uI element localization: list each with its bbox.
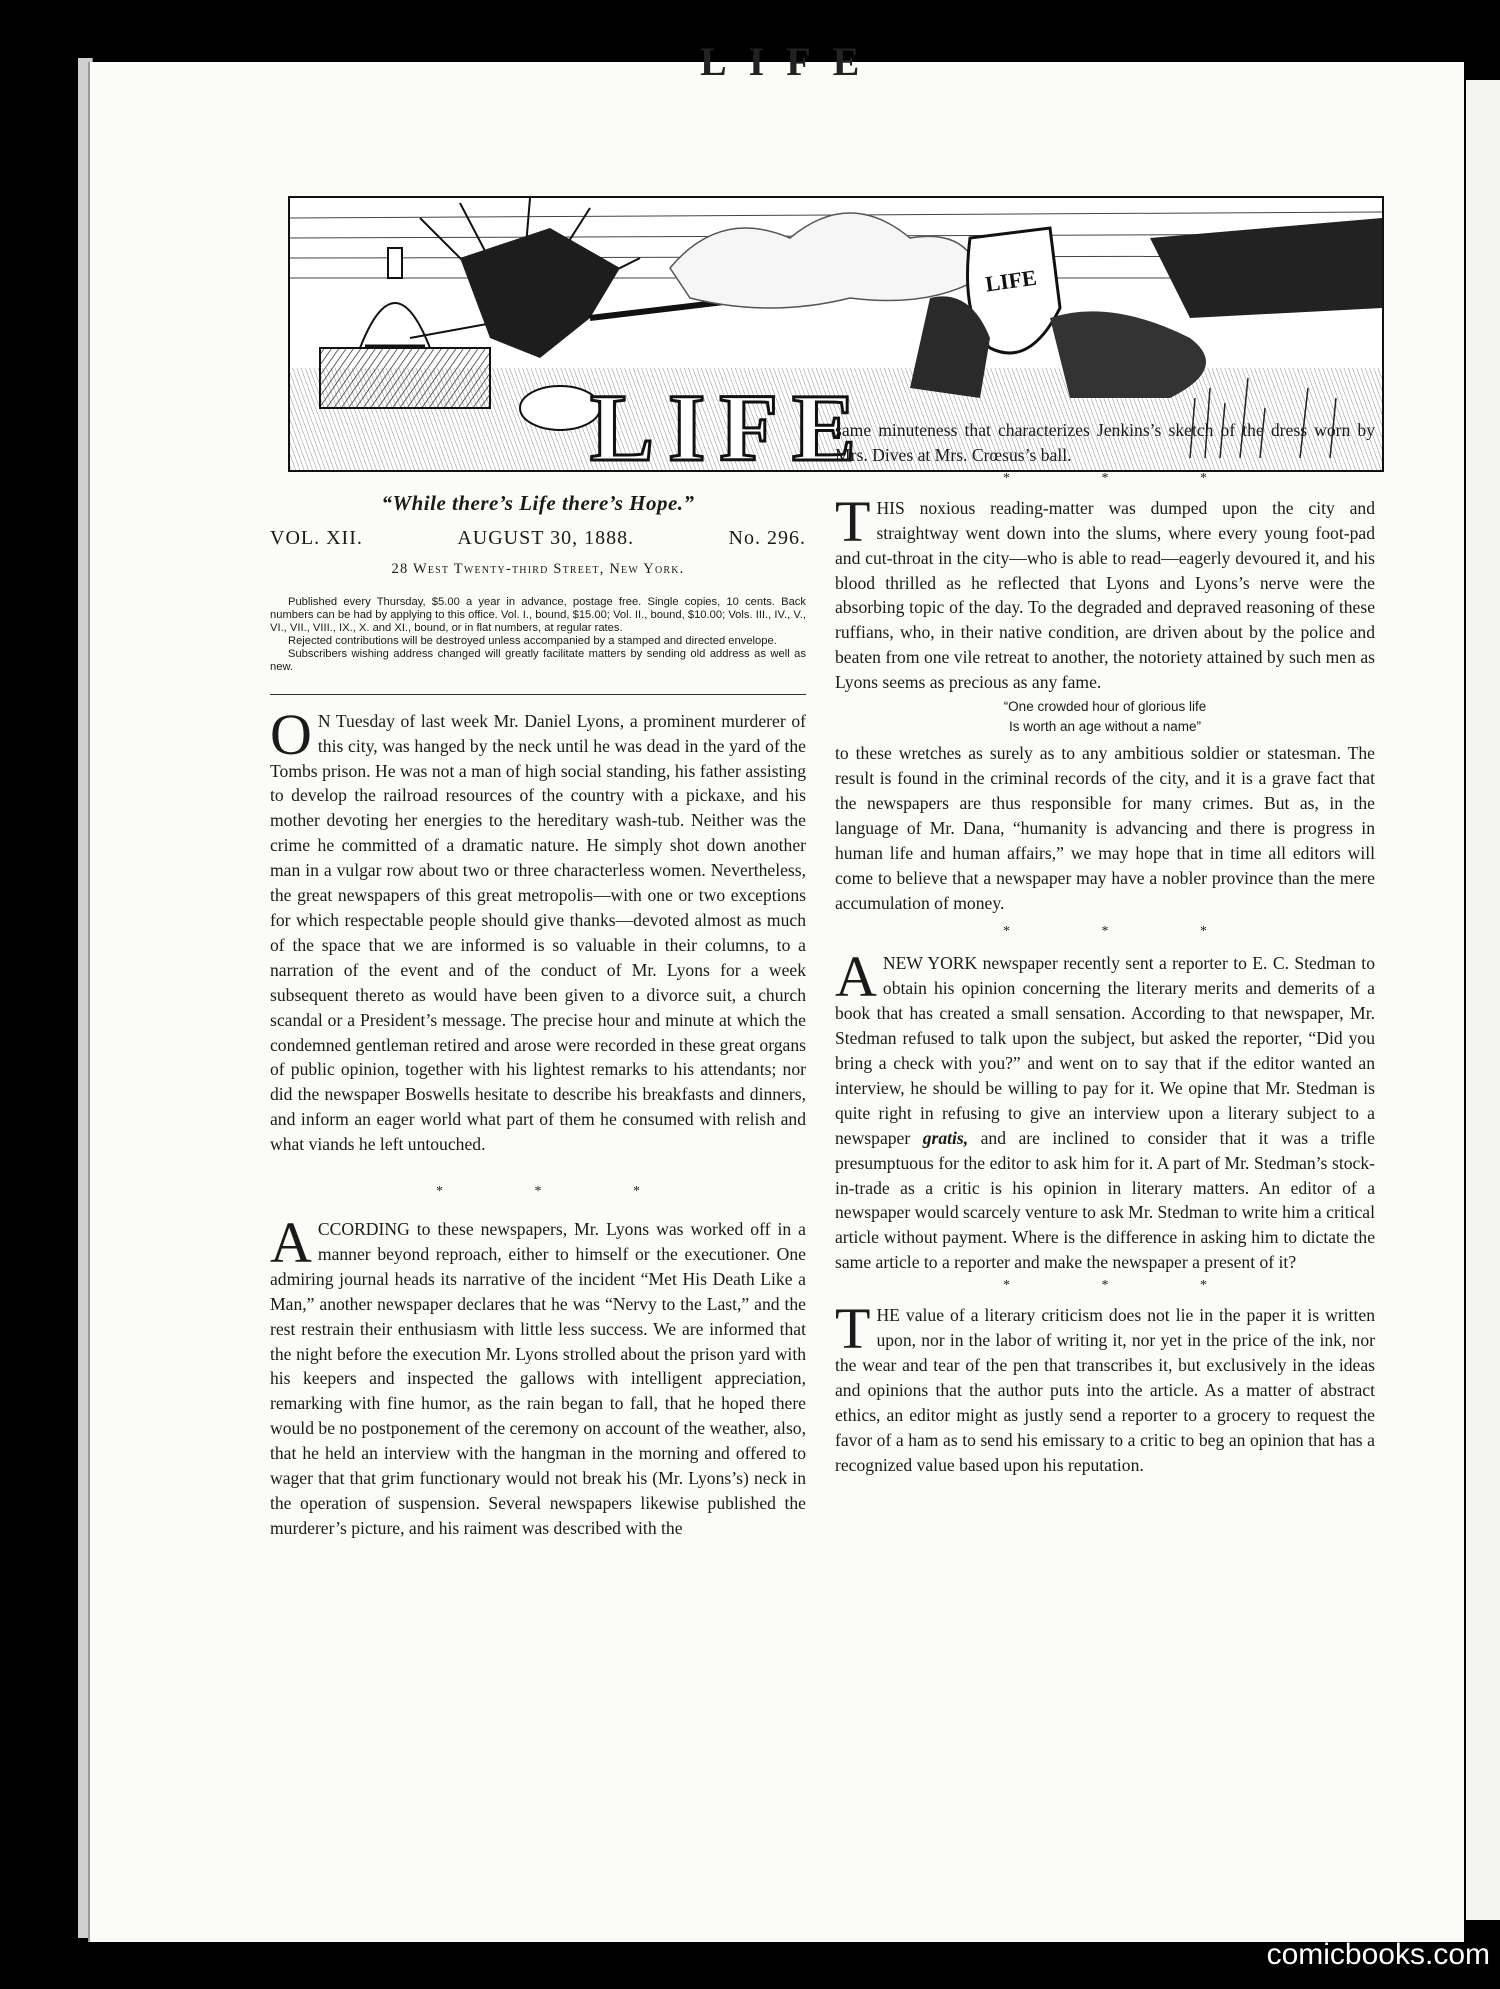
publisher-notes <box>270 596 806 674</box>
publisher-note: Subscribers wishing address changed will greatly facilitate matters by sending old address as well as new. <box>270 647 806 673</box>
section-separator: * * * <box>436 1184 684 1200</box>
article-paragraph: same minuteness that characterizes Jenkins’s sketch of the dress worn by Mrs. Dives at Mrs. Crœsus’s ball. <box>835 420 1375 465</box>
section-separator: * * * <box>1003 924 1251 940</box>
article-paragraph: O N Tuesday of last week Mr. Daniel Lyons, a prominent murderer of this city, was hanged by the neck until he was dead in the yard of the Tombs prison. He was not a man of high social standing, his father assisting to develop the railroad resources of the country with a pickaxe, and his mother devoting her energies to the hereditary wash-tub. Neither was the crime he committed of a dramatic nature. He simply shot down another man in a vulgar row about two or three characterless women. Nevertheless, the great newspapers of this great metropolis—with one or two exceptions for which respectable people should give thanks—devoted almost as much of the space that we are informed is so valuable in their columns, to a narration of the event and of the conduct of Mr. Lyons for a week subsequent thereto as would have been given to a divorce suit, a church scandal or a President’s message. The precise hour and minute at which the condemned gentleman retired and arose were recorded in these great organs of public opinion, together with his lightest remarks to his attendants; nor did the newspaper Boswells hesitate to describe his breakfasts and dinners, and inform an eager world what part of them he consumed with relish and what viands he left untouched. <box>270 701 806 1155</box>
article-paragraph: ANEW YORK newspaper recently sent a reporter to E. C. Stedman to obtain his opinion concerning the literary merits and demerits of a book that has created a small sensation. According to that newspaper, Mr. Stedman refused to talk upon the subject, but asked the reporter, “Did you bring a check with you?” and went on to say that if the editor wanted an interview, he should be willing to pay for it. We opine that Mr. Stedman is quite right in refusing to give an interview upon a literary subject to a newspaper gratis, and are inclined to consider that it was a trifle presumptuous for the editor to ask him for it. A part of Mr. Stedman’s stock-in-trade as a critic is his opinion in literary matters. An editor of a newspaper would scarcely venture to ask Mr. Stedman to write him a critical article without payment. Where is the difference in asking him to dictate the same article to a reporter and make the newspaper a present of it? <box>835 944 1375 1273</box>
divider <box>270 694 806 695</box>
issue-date: AUGUST 30, 1888. <box>457 526 635 549</box>
section-separator: * * * <box>1003 1278 1251 1294</box>
previous-page-title-fragment: LIFE <box>700 39 882 84</box>
article-paragraph: THE value of a literary criticism does not lie in the paper it is written upon, nor in the labor of writing it, nor yet in the price of the ink, nor the wear and tear of the pen that transcribes it, but exclusively in the ideas and opinions that the author puts into the article. As a matter of abstract ethics, an editor might as justly send a reporter to a grocery to request the favor of a ham as to send his emissary to a critic to beg an opinion that has a recognized value based upon his reputation. <box>835 1296 1375 1475</box>
masthead-title: LIFE <box>590 374 871 481</box>
address: 28 West Twenty-third Street, New York. <box>391 560 685 577</box>
publisher-note: Rejected contributions will be destroyed unless accompanied by a stamped and directed envelope. <box>288 634 777 647</box>
svg-text:LIFE: LIFE <box>983 264 1039 297</box>
section-separator: * * * <box>1003 470 1251 486</box>
left-column <box>270 491 806 1541</box>
drop-cap: A <box>270 1210 312 1276</box>
motto: “While there’s Life there’s Hope.” <box>381 491 695 515</box>
issue-line <box>270 526 806 551</box>
publisher-note: Published every Thursday, $5.00 a year in advance, postage free. Single copies, 10 cents. Back numbers can be had by applying to this office. Vol. I., bound, $15.00; Vol. II., bound, $10.00; Vols. III., IV., V., VI., VII., VIII., IX., X. and XI., bound, or in flat numbers, at regular rates. <box>270 595 806 634</box>
issue-number: No. 296. <box>728 526 806 549</box>
article-paragraph: ACCORDING to these newspapers, Mr. Lyons was worked off in a manner beyond reproach, either to himself or the executioner. One admiring journal heads its narrative of the incident “Met His Death Like a Man,” another newspaper declares that he was “Nervy to the Last,” and the rest restrain their enthusiasm with little less success. We are informed that the night before the execution Mr. Lyons strolled about the prison yard with his keepers and inspected the gallows with intelligent appreciation, remarking with fine humor, as the rain began to fall, that he hoped there would be no postponement of the ceremony on account of the weather, also, that he held an interview with the hangman in the morning and offered to wager that that grim functionary would not break his (Mr. Lyons’s) neck in the operation of suspension. Several newspapers likewise published the murderer’s picture, and his raiment was described with the <box>270 1210 806 1538</box>
article-paragraph: to these wretches as surely as to any ambitious soldier or statesman. The result is found in the criminal records of the city, and it is a grave fact that the newspapers are thus responsible for many crimes. But as, in the language of Mr. Dana, “humanity is advancing and there is progress in human life and human affairs,” we may hope that in time all editors will come to believe that a newspaper may have a nobler province than the mere accumulation of money. <box>835 743 1375 913</box>
facing-page-edge <box>1466 80 1500 1920</box>
drop-cap: T <box>835 1296 871 1362</box>
right-column <box>835 418 1375 1478</box>
watermark: comicbooks.com <box>1266 1938 1490 1971</box>
drop-cap: A <box>835 944 877 1010</box>
volume: VOL. XII. <box>270 526 363 549</box>
drop-cap: O <box>270 701 312 767</box>
quotation: “One crowded hour of glorious life Is worth an age without a name” <box>1003 699 1207 735</box>
article-paragraph: THIS noxious reading-matter was dumped upon the city and straightway went down into the slums, where every young foot-pad and cut-throat in the city—who is able to read—eagerly devoured it, and his blood thrilled as he reflected that Lyons and Lyons’s nerve were the absorbing topic of the day. To the degraded and depraved reasoning of these ruffians, who, in their native condition, are driven about by the police and beaten from one vile retreat to another, the notoriety attained by such men as Lyons seems as precious as any fame. <box>835 488 1375 693</box>
drop-cap: T <box>835 488 871 554</box>
